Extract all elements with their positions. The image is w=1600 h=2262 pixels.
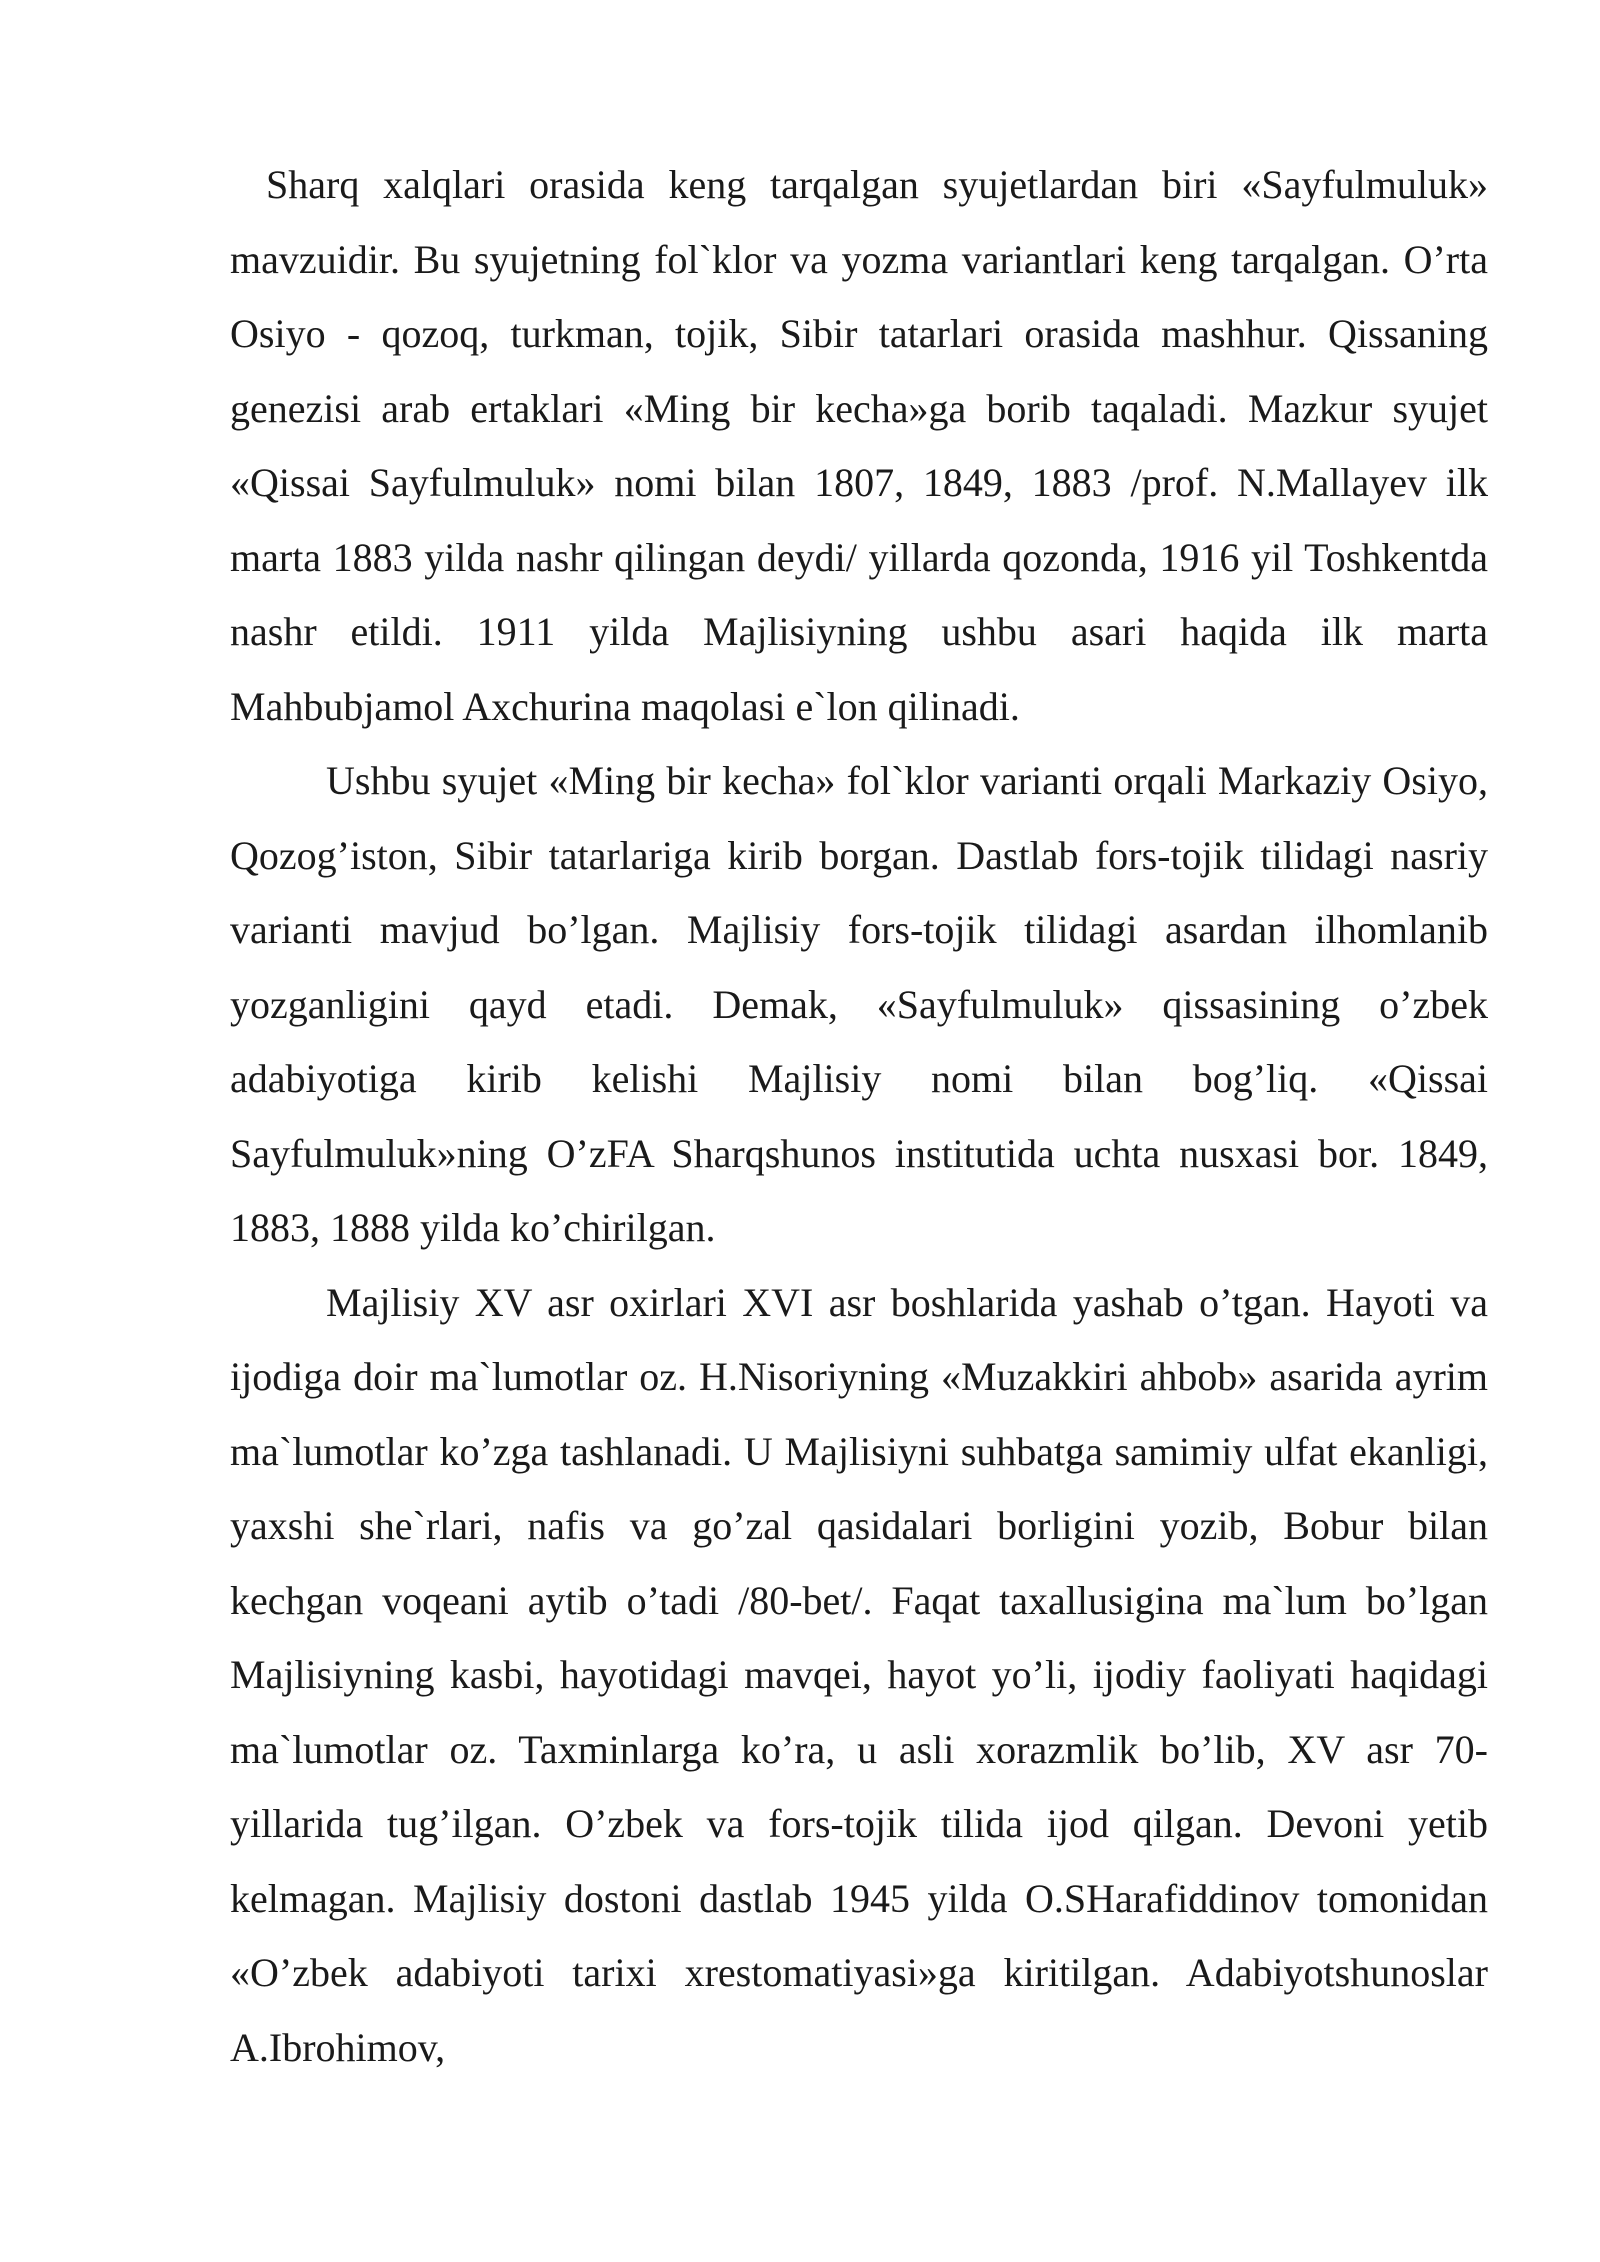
paragraph-1: Sharq xalqlari orasida keng tarqalgan syujetlardan biri «Sayfulmuluk» mavzuidir. Bu syujetning fol`klor va yozma variantlari keng tarqalgan. O’rta Osiyo - qozoq, turkman, tojik, Sibir tatarlari orasida mashhur. Qissaning genezisi arab ertaklari «Ming bir kecha»ga borib taqaladi. Mazkur syujet «Qissai Sayfulmuluk» nomi bilan 1807, 1849, 1883 /prof. N.Mallayev ilk marta 1883 yilda nashr qilingan deydi/ yillarda qozonda, 1916 yil Toshkentda nashr etildi. 1911 yilda Majlisiyning ushbu asari haqida ilk marta Mahbubjamol Axchurina maqolasi e`lon qilinadi. xyxy=(230,162,1488,729)
body-text xyxy=(230,148,1488,2085)
paragraph-2: Ushbu syujet «Ming bir kecha» fol`klor varianti orqali Markaziy Osiyo, Qozog’iston, Sibir tatarlariga kirib borgan. Dastlab fors-tojik tilidagi nasriy varianti mavjud bo’lgan. Majlisiy fors-tojik tilidagi asardan ilhomlanib yozganligini qayd etadi. Demak, «Sayfulmuluk» qissasining o’zbek adabiyotiga kirib kelishi Majlisiy nomi bilan bog’liq. «Qissai Sayfulmuluk»ning O’zFA Sharqshunos institutida uchta nusxasi bor. 1849, 1883, 1888 yilda ko’chirilgan. xyxy=(230,758,1488,1250)
paragraph-3: Majlisiy XV asr oxirlari XVI asr boshlarida yashab o’tgan. Hayoti va ijodiga doir ma`lumotlar oz. H.Nisoriyning «Muzakkiri ahbob» asarida ayrim ma`lumotlar ko’zga tashlanadi. U Majlisiyni suhbatga samimiy ulfat ekanligi, yaxshi she`rlari, nafis va go’zal qasidalari borligini yozib, Bobur bilan kechgan voqeani aytib o’tadi /80-bet/. Faqat taxallusigina ma`lum bo’lgan Majlisiyning kasbi, hayotidagi mavqei, hayot yo’li, ijodiy faoliyati haqidagi ma`lumotlar oz. Taxminlarga ko’ra, u asli xorazmlik bo’lib, XV asr 70-yillarida tug’ilgan. O’zbek va fors-tojik tilida ijod qilgan. Devoni yetib kelmagan. Majlisiy dostoni dastlab 1945 yilda O.SHarafiddinov tomonidan «O’zbek adabiyoti tarixi xrestomatiyasi»ga kiritilgan. Adabiyotshunoslar A.Ibrohimov, xyxy=(230,1279,1488,2070)
